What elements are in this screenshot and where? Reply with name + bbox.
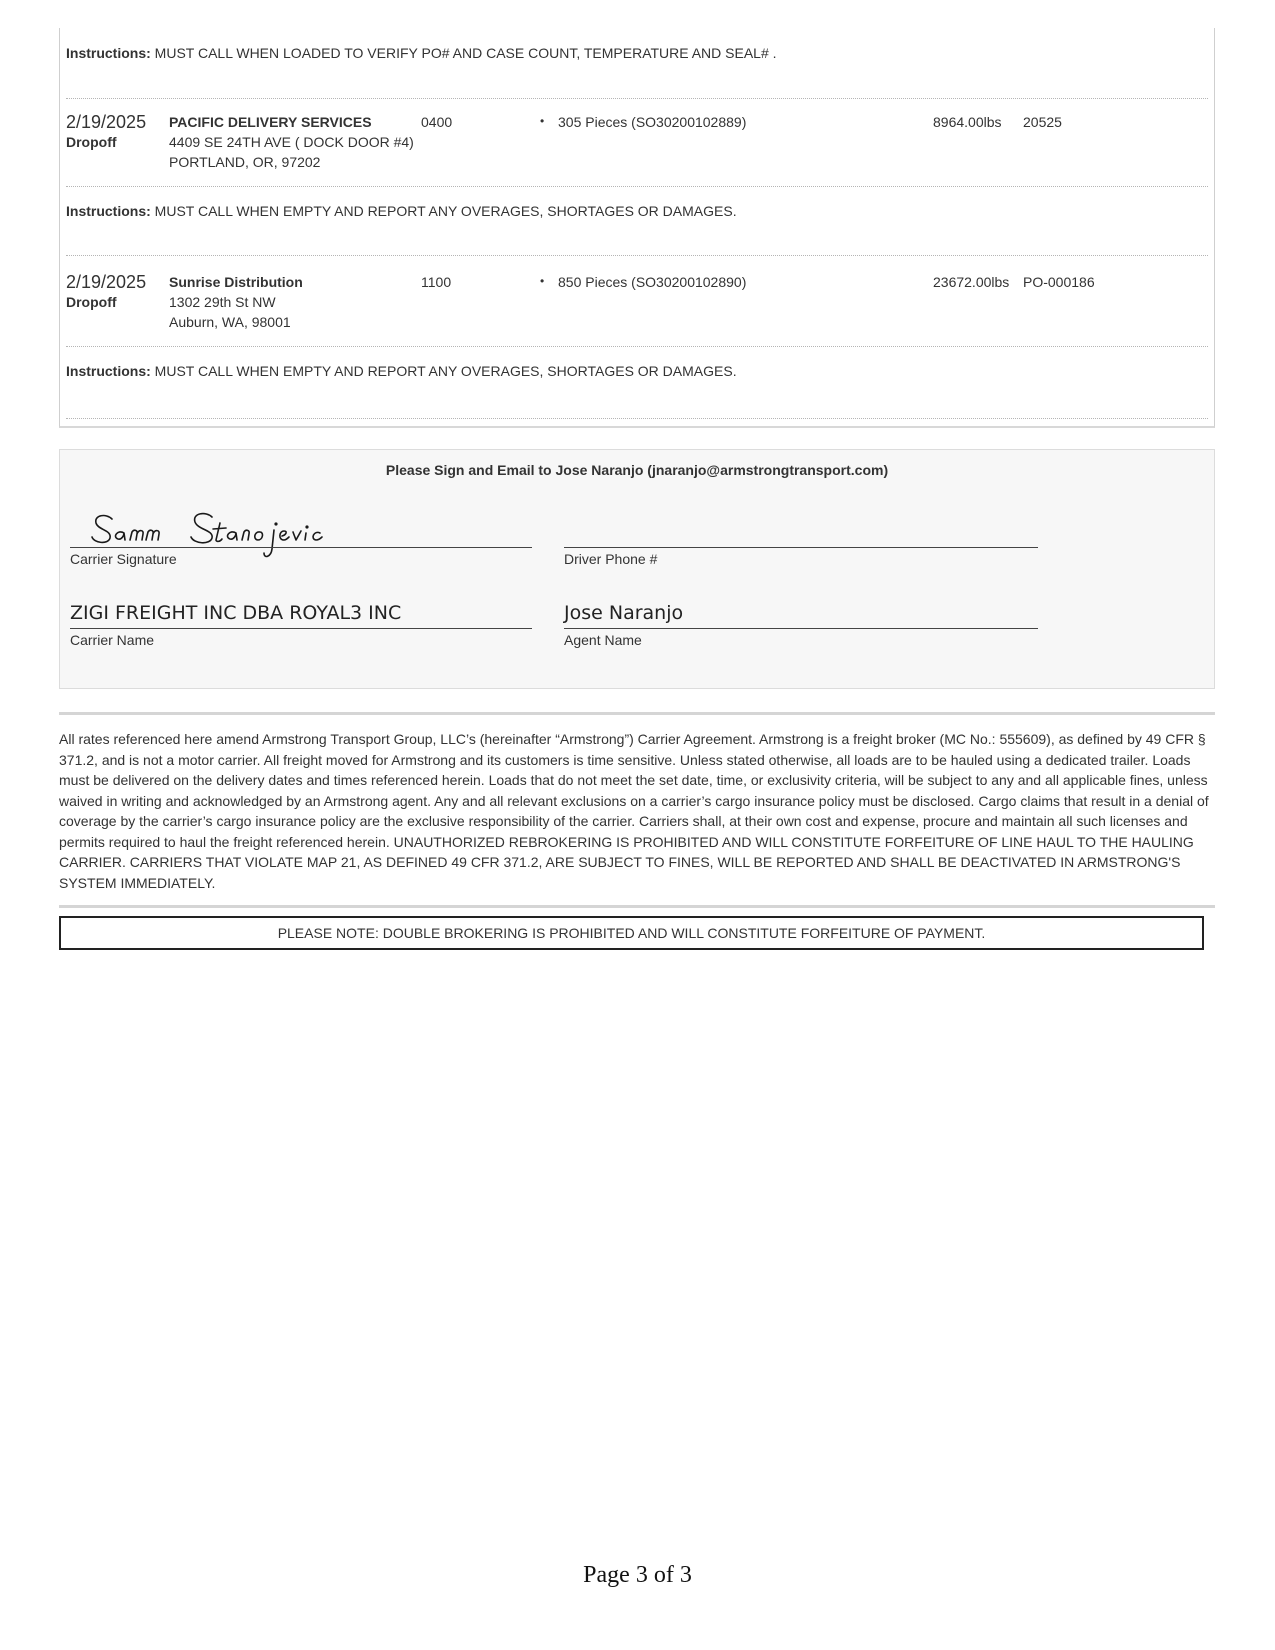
- stop-type: Dropoff: [66, 294, 117, 310]
- row-divider: [66, 98, 1208, 99]
- stop-company: PACIFIC DELIVERY SERVICES: [169, 114, 372, 130]
- stop-row: [60, 112, 1214, 182]
- stop-weight: 8964.00lbs: [933, 114, 1002, 130]
- carrier-name-line: [70, 628, 532, 629]
- stop-reference: PO-000186: [1023, 274, 1095, 290]
- signature-section: [59, 449, 1215, 689]
- stop-date: 2/19/2025: [66, 112, 147, 132]
- row-divider: [66, 255, 1208, 256]
- carrier-name-field[interactable]: ZIGI FREIGHT INC DBA ROYAL3 INC: [70, 602, 402, 624]
- page-number: Page 3 of 3: [583, 1562, 692, 1588]
- agent-name-label: Agent Name: [564, 632, 642, 648]
- agent-name-line: [564, 628, 1038, 629]
- stop-pieces: 850 Pieces (SO30200102890): [558, 274, 747, 290]
- stop-row: [60, 272, 1214, 342]
- sign-instructions-title: Please Sign and Email to Jose Naranjo (jnaranjo@armstrongtransport.com): [385, 462, 889, 478]
- stop-company: Sunrise Distribution: [169, 274, 303, 290]
- carrier-signature-line: [70, 547, 532, 548]
- row-divider: [66, 186, 1208, 187]
- stop-instructions: [66, 363, 737, 379]
- stop-time: 0400: [421, 114, 453, 130]
- stop-time: 1100: [421, 274, 452, 290]
- stop-address-line1: 4409 SE 24TH AVE ( DOCK DOOR #4): [169, 134, 414, 150]
- bullet-icon: •: [540, 114, 545, 128]
- instructions-label: Instructions:: [66, 363, 151, 379]
- stop-pieces: 305 Pieces (SO30200102889): [558, 114, 747, 130]
- instructions-text: MUST CALL WHEN EMPTY AND REPORT ANY OVERAGES, SHORTAGES OR DAMAGES.: [154, 363, 737, 379]
- instructions-text: MUST CALL WHEN EMPTY AND REPORT ANY OVERAGES, SHORTAGES OR DAMAGES.: [154, 203, 737, 219]
- load-instructions: [66, 45, 777, 61]
- driver-phone-line: [564, 547, 1038, 548]
- stop-address-line2: Auburn, WA, 98001: [169, 314, 291, 330]
- stops-table: [59, 28, 1215, 428]
- carrier-name-label: Carrier Name: [70, 632, 155, 648]
- double-brokering-notice: PLEASE NOTE: DOUBLE BROKERING IS PROHIBITED AND WILL CONSTITUTE FORFEITURE OF PAYMENT.: [59, 916, 1204, 950]
- instructions-label: Instructions:: [66, 203, 151, 219]
- bullet-icon: •: [540, 274, 545, 288]
- agent-name-field[interactable]: Jose Naranjo: [564, 602, 684, 624]
- stop-reference: 20525: [1023, 114, 1062, 130]
- carrier-signature-label: Carrier Signature: [70, 551, 177, 567]
- terms-and-conditions: All rates referenced here amend Armstrong Transport Group, LLC’s (hereinafter “Armstrong”) Carrier Agreement. Armstrong is a freight broker (MC No.: 555609), as defined by 49 CFR § 371.2, and is not a motor carrier. All freight moved for Armstrong and its customers is time sensitive. Unless stated otherwise, all loads are to be hauled using a dedicated trailer. Loads must be delivered on the delivery dates and times referenced herein. Loads that do not meet the set date, time, or exclusivity criteria, will be subject to any and all applicable fines, unless waived in writing and acknowledged by an Armstrong agent. Any and all relevant exclusions on a carrier’s cargo insurance policy must be disclosed. Cargo claims that result in a denial of coverage by the carrier’s cargo insurance policy are the exclusive responsibility of the carrier. Carriers shall, at their own cost and expense, procure and maintain all such licenses and permits required to haul the freight referenced herein. UNAUTHORIZED REBROKERING IS PROHIBITED AND WILL CONSTITUTE FORFEITURE OF LINE HAUL TO THE HAULING CARRIER. CARRIERS THAT VIOLATE MAP 21, AS DEFINED 49 CFR 371.2, ARE SUBJECT TO FINES, WILL BE REPORTED AND SHALL BE DEACTIVATED IN ARMSTRONG'S SYSTEM IMMEDIATELY.: [59, 712, 1215, 908]
- stop-weight: 23672.00lbs: [933, 274, 1010, 290]
- instructions-label: Instructions:: [66, 45, 151, 61]
- stop-date: 2/19/2025: [66, 272, 147, 292]
- driver-phone-label: Driver Phone #: [564, 551, 658, 567]
- stop-type: Dropoff: [66, 134, 117, 150]
- instructions-text: MUST CALL WHEN LOADED TO VERIFY PO# AND CASE COUNT, TEMPERATURE AND SEAL# .: [154, 45, 777, 61]
- row-divider: [66, 346, 1208, 347]
- stop-instructions: [66, 203, 737, 219]
- row-divider: [66, 418, 1208, 419]
- stop-address-line1: 1302 29th St NW: [169, 294, 276, 310]
- stop-address-line2: PORTLAND, OR, 97202: [169, 154, 321, 170]
